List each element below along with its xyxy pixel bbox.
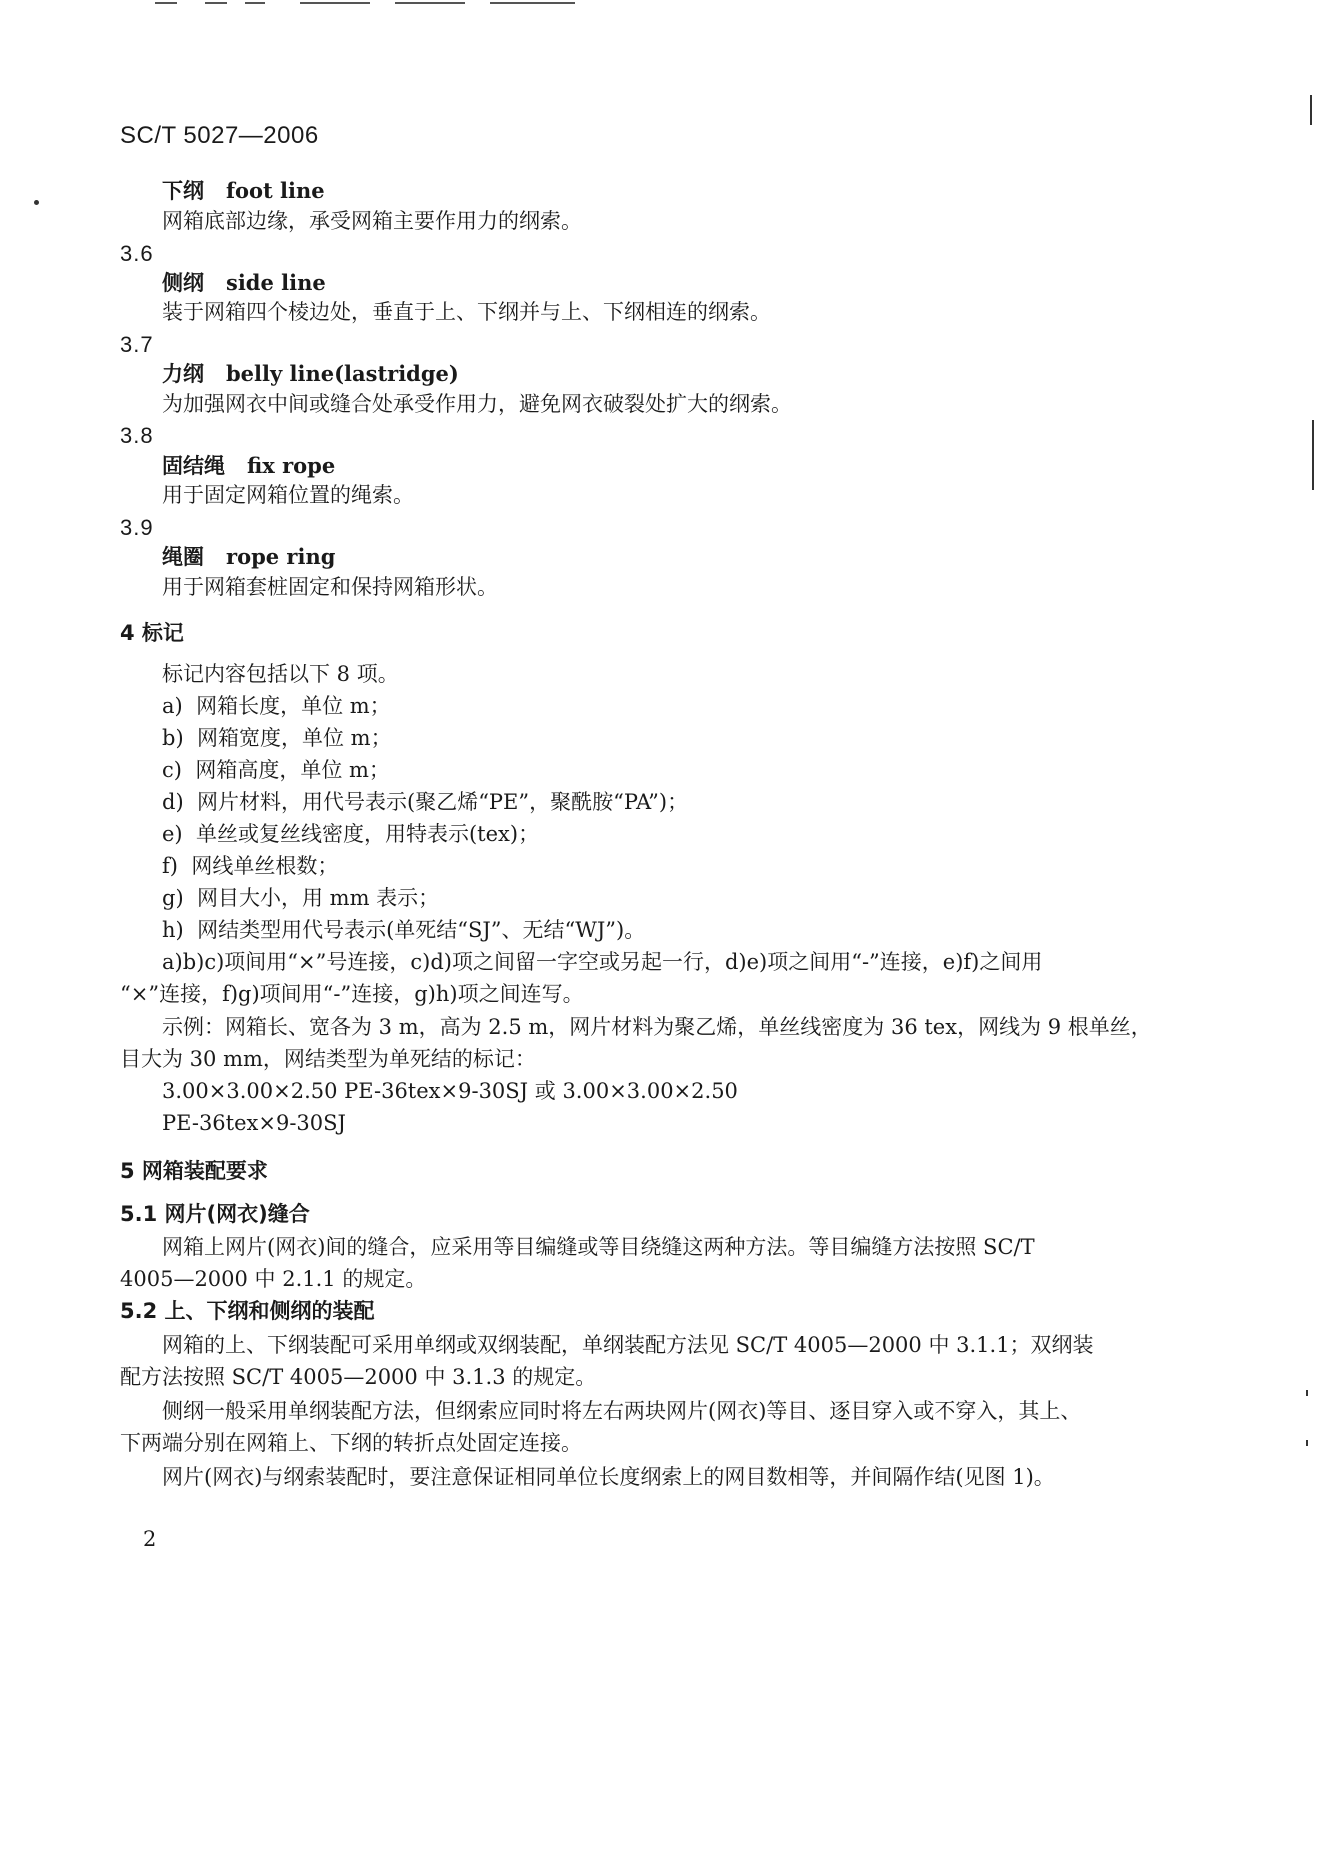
term-rope-ring <box>162 543 335 571</box>
section-5-1-heading: 5.1 网片(网衣)缝合 <box>120 1202 310 1226</box>
term-belly-line <box>162 360 459 388</box>
term-en: side line <box>226 270 326 295</box>
list-item: e) 单丝或复丝线密度，用特表示(tex)； <box>162 822 540 846</box>
term-number: 3.8 <box>120 423 154 448</box>
term-en: belly line(lastridge) <box>226 361 459 386</box>
scan-artifact <box>155 2 177 4</box>
scan-artifact <box>490 2 575 4</box>
term-en: fix rope <box>247 453 336 478</box>
paragraph-line: 侧纲一般采用单纲装配方法，但纲索应同时将左右两块网片(网衣)等目、逐目穿入或不穿入，其上、 <box>162 1399 1082 1423</box>
paragraph-line: 网片(网衣)与纲索装配时，要注意保证相同单位长度纲索上的网目数相等，并间隔作结(见图 1)。 <box>162 1465 1055 1489</box>
term-side-line <box>162 269 326 297</box>
scan-artifact <box>245 2 265 4</box>
term-fix-rope <box>162 452 335 480</box>
example-line: 示例：网箱长、宽各为 3 m，高为 2.5 m，网片材料为聚乙烯，单丝线密度为 36 tex，网线为 9 根单丝， <box>162 1015 1152 1039</box>
section-5-heading: 5 网箱装配要求 <box>120 1159 268 1183</box>
term-definition: 用于网箱套桩固定和保持网箱形状。 <box>162 575 498 599</box>
marking-example: PE-36tex×9-30SJ <box>162 1111 346 1135</box>
term-number: 3.9 <box>120 515 154 540</box>
standard-code: SC/T 5027—2006 <box>120 122 319 149</box>
term-zh: 侧纲 <box>162 270 204 295</box>
term-definition: 为加强网衣中间或缝合处承受作用力，避免网衣破裂处扩大的纲索。 <box>162 392 792 416</box>
scan-artifact <box>1306 1440 1308 1446</box>
term-zh: 固结绳 <box>162 453 225 478</box>
term-en: rope ring <box>226 544 336 569</box>
list-item: h) 网结类型用代号表示(单死结“SJ”、无结“WJ”)。 <box>162 918 646 942</box>
term-definition: 网箱底部边缘，承受网箱主要作用力的纲索。 <box>162 209 582 233</box>
scan-artifact <box>1310 95 1312 125</box>
scan-artifact <box>395 2 465 4</box>
marking-example: 3.00×3.00×2.50 PE-36tex×9-30SJ 或 3.00×3.00×2.50 <box>162 1079 738 1103</box>
scan-artifact <box>205 2 227 4</box>
scan-dot <box>34 200 39 205</box>
section-4-intro: 标记内容包括以下 8 项。 <box>162 662 399 686</box>
term-foot-line <box>162 177 325 205</box>
term-zh: 力纲 <box>162 361 204 386</box>
paragraph-line: 4005—2000 中 2.1.1 的规定。 <box>120 1267 427 1291</box>
term-en: foot line <box>226 178 325 203</box>
term-definition: 用于固定网箱位置的绳索。 <box>162 483 414 507</box>
scan-artifact <box>300 2 370 4</box>
section-5-2-heading: 5.2 上、下纲和侧纲的装配 <box>120 1299 375 1323</box>
term-zh: 下纲 <box>162 178 204 203</box>
term-zh: 绳圈 <box>162 544 204 569</box>
scan-artifact <box>1306 1390 1308 1396</box>
list-item: b) 网箱宽度，单位 m； <box>162 726 392 750</box>
paragraph-line: 网箱的上、下纲装配可采用单纲或双纲装配，单纲装配方法见 SC/T 4005—2000 中 3.1.1；双纲装 <box>162 1333 1094 1357</box>
term-number: 3.7 <box>120 332 154 357</box>
example-line: 目大为 30 mm，网结类型为单死结的标记： <box>120 1047 536 1071</box>
page-number: 2 <box>143 1527 157 1551</box>
paragraph-line: 下两端分别在网箱上、下纲的转折点处固定连接。 <box>120 1431 582 1455</box>
term-definition: 装于网箱四个棱边处，垂直于上、下纲并与上、下纲相连的纲索。 <box>162 300 771 324</box>
list-item: a) 网箱长度，单位 m； <box>162 694 391 718</box>
section-4-heading: 4 标记 <box>120 621 184 645</box>
paragraph-line: 配方法按照 SC/T 4005—2000 中 3.1.3 的规定。 <box>120 1365 597 1389</box>
list-item: g) 网目大小，用 mm 表示； <box>162 886 440 910</box>
term-number: 3.6 <box>120 241 154 266</box>
paragraph-line: 网箱上网片(网衣)间的缝合，应采用等目编缝或等目绕缝这两种方法。等目编缝方法按照 SC/T <box>162 1235 1035 1259</box>
scan-artifact <box>1312 420 1314 490</box>
list-item: d) 网片材料，用代号表示(聚乙烯“PE”，聚酰胺“PA”)； <box>162 790 689 814</box>
list-item: f) 网线单丝根数； <box>162 854 339 878</box>
marking-rule-line: a)b)c)项间用“×”号连接，c)d)项之间留一字空或另起一行，d)e)项之间用“-”连接，e)f)之间用 <box>162 950 1043 974</box>
list-item: c) 网箱高度，单位 m； <box>162 758 390 782</box>
marking-rule-line: “×”连接，f)g)项间用“-”连接，g)h)项之间连写。 <box>120 982 584 1006</box>
